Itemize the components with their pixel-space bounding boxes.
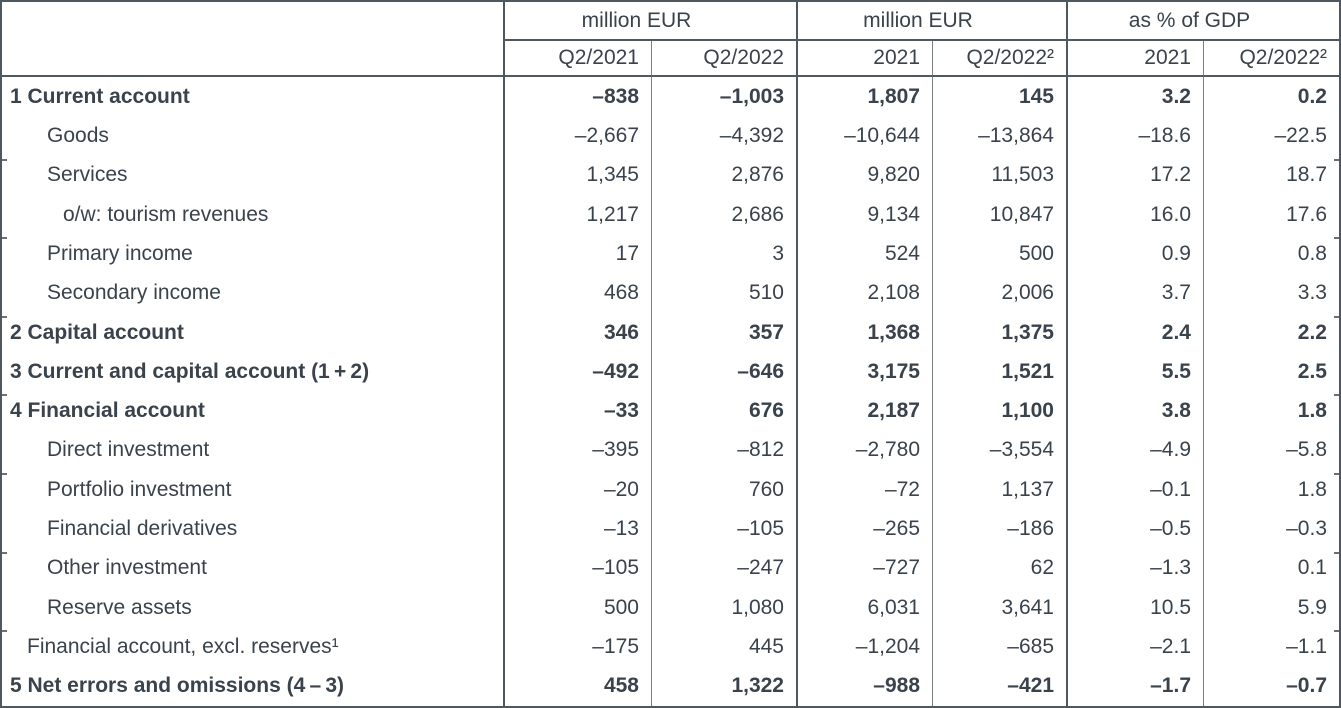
row-label: Financial derivatives (2, 509, 505, 548)
cell-value: –105 (505, 549, 652, 588)
cell-value: –265 (798, 509, 933, 548)
cell-value: 3.7 (1068, 274, 1204, 313)
cell-value: –727 (798, 549, 933, 588)
row-boundary-tick (2, 473, 7, 475)
cell-value: 1,521 (933, 352, 1068, 391)
cell-value: 676 (652, 392, 798, 431)
cell-value: –247 (652, 549, 798, 588)
row-label: Primary income (2, 234, 505, 273)
column-group-header-million-eur-annual: million EUR (798, 2, 1068, 41)
row-label: 3 Current and capital account (1 + 2) (2, 352, 505, 391)
row-label: Goods (2, 116, 505, 155)
cell-value: 10.5 (1068, 588, 1204, 627)
cell-value: 0.2 (1297, 84, 1327, 108)
cell-value: 0.8 (1297, 241, 1327, 265)
row-label: 1 Current account (2, 77, 505, 116)
row-label: 4 Financial account (2, 392, 505, 431)
cell-value: –421 (933, 667, 1068, 706)
cell-value: 3,175 (798, 352, 933, 391)
cell-value: –13 (505, 509, 652, 548)
cell-value: 1,375 (933, 313, 1068, 352)
cell-value: 1,100 (933, 392, 1068, 431)
cell-value: –105 (652, 509, 798, 548)
cell-value: 1,137 (933, 470, 1068, 509)
cell-value: –0.5 (1068, 509, 1204, 548)
cell-value: 9,820 (798, 156, 933, 195)
cell-value: –13,864 (933, 116, 1068, 155)
cell-value: 5.9 (1297, 595, 1327, 619)
cell-value: 1,080 (652, 588, 798, 627)
cell-value: –838 (505, 77, 652, 116)
cell-value: 2.5 (1297, 359, 1327, 383)
cell-value: 346 (505, 313, 652, 352)
cell-value: 0.1 (1297, 556, 1327, 580)
cell-value: –10,644 (798, 116, 933, 155)
row-label: Secondary income (2, 274, 505, 313)
row-boundary-tick (1334, 316, 1339, 318)
cell-value: –1,204 (798, 627, 933, 666)
cell-value: 18.7 (1286, 163, 1327, 187)
row-boundary-tick (1334, 630, 1339, 632)
cell-value: 1,345 (505, 156, 652, 195)
cell-value: –1.7 (1068, 667, 1204, 706)
cell-value: –2.1 (1068, 627, 1204, 666)
cell-value: –20 (505, 470, 652, 509)
row-label: Direct investment (2, 431, 505, 470)
column-group-header-million-eur-quarterly: million EUR (505, 2, 798, 41)
cell-value: –685 (933, 627, 1068, 666)
cell-value: –1.3 (1068, 549, 1204, 588)
cell-value: 2,876 (652, 156, 798, 195)
cell-value: 10,847 (933, 195, 1068, 234)
corner-cell (2, 2, 505, 77)
cell-value: –18.6 (1068, 116, 1204, 155)
cell-value: 2,187 (798, 392, 933, 431)
cell-value: 0.9 (1068, 234, 1204, 273)
cell-value: 145 (933, 77, 1068, 116)
cell-value: –22.5 (1274, 123, 1327, 147)
row-boundary-tick (2, 237, 7, 239)
cell-value: –5.8 (1286, 438, 1327, 462)
row-boundary-tick (2, 159, 7, 161)
row-label: Other investment (2, 549, 505, 588)
row-boundary-tick (1334, 159, 1339, 161)
cell-value: 1,807 (798, 77, 933, 116)
row-label: Financial account, excl. reserves¹ (2, 627, 505, 666)
row-label: o/w: tourism revenues (2, 195, 505, 234)
row-boundary-tick (2, 552, 7, 554)
cell-value: 2,108 (798, 274, 933, 313)
column-subheader: 2021 (798, 41, 933, 77)
row-boundary-tick (2, 394, 7, 396)
cell-value: –812 (652, 431, 798, 470)
cell-value: 9,134 (798, 195, 933, 234)
cell-value: 510 (652, 274, 798, 313)
cell-value: –33 (505, 392, 652, 431)
cell-value: –395 (505, 431, 652, 470)
cell-value: 458 (505, 667, 652, 706)
column-subheader: Q2/2022² (933, 41, 1068, 77)
row-boundary-tick (2, 630, 7, 632)
row-label: 5 Net errors and omissions (4 – 3) (2, 667, 505, 706)
column-subheader: 2021 (1068, 41, 1204, 77)
cell-value: 17 (505, 234, 652, 273)
cell-value: –492 (505, 352, 652, 391)
column-subheader: Q2/2022 (652, 41, 798, 77)
row-boundary-tick (1334, 473, 1339, 475)
cell-value: –988 (798, 667, 933, 706)
cell-value: 5.5 (1068, 352, 1204, 391)
cell-value: 17.2 (1068, 156, 1204, 195)
cell-value: 3 (652, 234, 798, 273)
cell-value: 2.2 (1297, 320, 1327, 344)
cell-value: –175 (505, 627, 652, 666)
cell-value: 2,006 (933, 274, 1068, 313)
row-label: Portfolio investment (2, 470, 505, 509)
cell-value: –0.3 (1286, 517, 1327, 541)
row-boundary-tick (2, 316, 7, 318)
cell-value: 3.3 (1297, 281, 1327, 305)
row-label: 2 Capital account (2, 313, 505, 352)
cell-value: 17.6 (1286, 202, 1327, 226)
row-boundary-tick (1334, 237, 1339, 239)
column-group-header-percent-gdp: as % of GDP (1068, 2, 1339, 41)
cell-value: 3,641 (933, 588, 1068, 627)
cell-value: 524 (798, 234, 933, 273)
cell-value: 62 (933, 549, 1068, 588)
cell-value: 1,368 (798, 313, 933, 352)
cell-value: 1,322 (652, 667, 798, 706)
cell-value: 445 (652, 627, 798, 666)
cell-value: 6,031 (798, 588, 933, 627)
cell-value: –4,392 (652, 116, 798, 155)
row-boundary-tick (1334, 552, 1339, 554)
cell-value: –1.1 (1286, 635, 1327, 659)
row-label: Services (2, 156, 505, 195)
cell-value: 3.2 (1068, 77, 1204, 116)
cell-value: –0.1 (1068, 470, 1204, 509)
column-subheader: Q2/2022² (1204, 41, 1339, 77)
cell-value: 500 (933, 234, 1068, 273)
cell-value: 1.8 (1297, 477, 1327, 501)
cell-value: –3,554 (933, 431, 1068, 470)
cell-value: 357 (652, 313, 798, 352)
cell-value: 1.8 (1297, 399, 1327, 423)
cell-value: 11,503 (933, 156, 1068, 195)
cell-value: –186 (933, 509, 1068, 548)
cell-value: –72 (798, 470, 933, 509)
cell-value: 1,217 (505, 195, 652, 234)
cell-value: –2,667 (505, 116, 652, 155)
column-subheader: Q2/2021 (505, 41, 652, 77)
cell-value: –4.9 (1068, 431, 1204, 470)
cell-value: –0.7 (1286, 674, 1327, 698)
cell-value: 500 (505, 588, 652, 627)
cell-value: 16.0 (1068, 195, 1204, 234)
cell-value: –1,003 (652, 77, 798, 116)
cell-value: 760 (652, 470, 798, 509)
cell-value: –2,780 (798, 431, 933, 470)
cell-value: –646 (652, 352, 798, 391)
row-label: Reserve assets (2, 588, 505, 627)
cell-value: 2.4 (1068, 313, 1204, 352)
row-boundary-tick (1334, 394, 1339, 396)
cell-value: 3.8 (1068, 392, 1204, 431)
cell-value: 2,686 (652, 195, 798, 234)
cell-value: 468 (505, 274, 652, 313)
